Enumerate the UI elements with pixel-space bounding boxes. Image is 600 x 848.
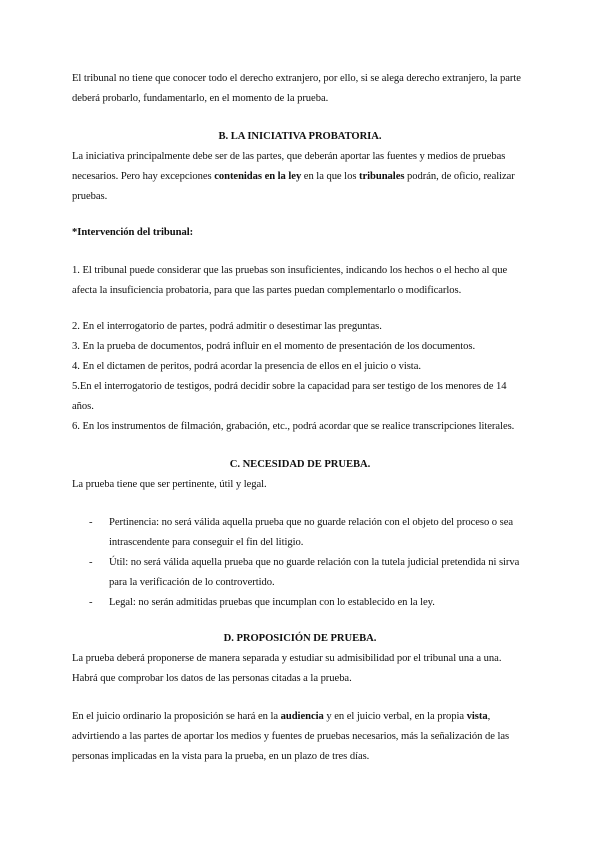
text-run: , advirtiendo a las partes de aportar los medios y fuentes de pruebas necesarios, más la señalización de las personas implicadas en la vista para la prueba, en un plazo de tres días. — [72, 711, 510, 762]
section-d-paragraph-1: La prueba deberá proponerse de manera separada y estudiar su admisibilidad por el tribunal una a una. Habrá que comprobar los datos de las personas citadas a la prueba. — [72, 653, 502, 684]
intervention-item-4: 4. En el dictamen de peritos, podrá acordar la presencia de ellos en el juicio o vista. — [72, 361, 421, 372]
list-item — [72, 513, 528, 553]
intervention-item-1: 1. El tribunal puede considerar que las pruebas son insuficientes, indicando los hechos o el hecho al que afecta la insuficiencia probatoria, para que las partes puedan complementarlo o modificarlos. — [72, 265, 508, 296]
bold-text: vista — [466, 711, 488, 722]
text-run: y en el juicio verbal, en la propia — [323, 711, 467, 722]
section-c-intro: La prueba tiene que ser pertinente, útil y legal. — [72, 479, 267, 490]
section-d-paragraph-2 — [72, 707, 528, 767]
section-d-title: D. PROPOSICIÓN DE PRUEBA. — [223, 633, 377, 644]
list-item — [72, 553, 528, 593]
intervention-item-5: 5.En el interrogatorio de testigos, podrá decidir sobre la capacidad para ser testigo de los menores de 14 años. — [72, 381, 507, 412]
bold-text: contenidas en la ley — [214, 171, 302, 182]
list-item-text: Útil: no será válida aquella prueba que no guarde relación con la tutela judicial pretendida ni sirva para la verificación de lo controvertido. — [109, 557, 520, 588]
tribunal-intervention-subheading: *Intervención del tribunal: — [72, 227, 194, 238]
dash-bullet: - — [89, 517, 93, 528]
section-b-title: B. LA INICIATIVA PROBATORIA. — [218, 131, 382, 142]
requirements-list — [72, 513, 528, 613]
section-b-paragraph — [72, 147, 528, 207]
section-c-title: C. NECESIDAD DE PRUEBA. — [229, 459, 371, 470]
bold-text: tribunales — [359, 171, 405, 182]
intervention-item-2: 2. En el interrogatorio de partes, podrá admitir o desestimar las preguntas. — [72, 321, 382, 332]
text-run: en la que los — [301, 171, 359, 182]
list-item-text: Pertinencia: no será válida aquella prueba que no guarde relación con el objeto del proceso o sea intrascendente para conseguir el fin del litigio. — [109, 517, 514, 548]
list-item-text: Legal: no serán admitidas pruebas que incumplan con lo establecido en la ley. — [109, 597, 435, 608]
text-run: La iniciativa principalmente debe ser de las partes, que deberán aportar las fuentes y medios de pruebas necesarios. Pero hay excepciones — [72, 151, 506, 182]
list-item — [72, 593, 528, 613]
intervention-item-6: 6. En los instrumentos de filmación, grabación, etc., podrá acordar que se realice transcripciones literales. — [72, 421, 515, 432]
document-page — [72, 69, 528, 767]
dash-bullet: - — [89, 597, 93, 608]
text-run: En el juicio ordinario la proposición se hará en la — [72, 711, 281, 722]
bold-text: audiencia — [280, 711, 324, 722]
intro-paragraph: El tribunal no tiene que conocer todo el derecho extranjero, por ello, si se alega derecho extranjero, la parte deberá probarlo, fundamentarlo, en el momento de la prueba. — [72, 73, 521, 104]
text-run: podrán, de oficio, realizar pruebas. — [72, 171, 515, 202]
intervention-item-3: 3. En la prueba de documentos, podrá influir en el momento de presentación de los documentos. — [72, 341, 476, 352]
dash-bullet: - — [89, 557, 93, 568]
